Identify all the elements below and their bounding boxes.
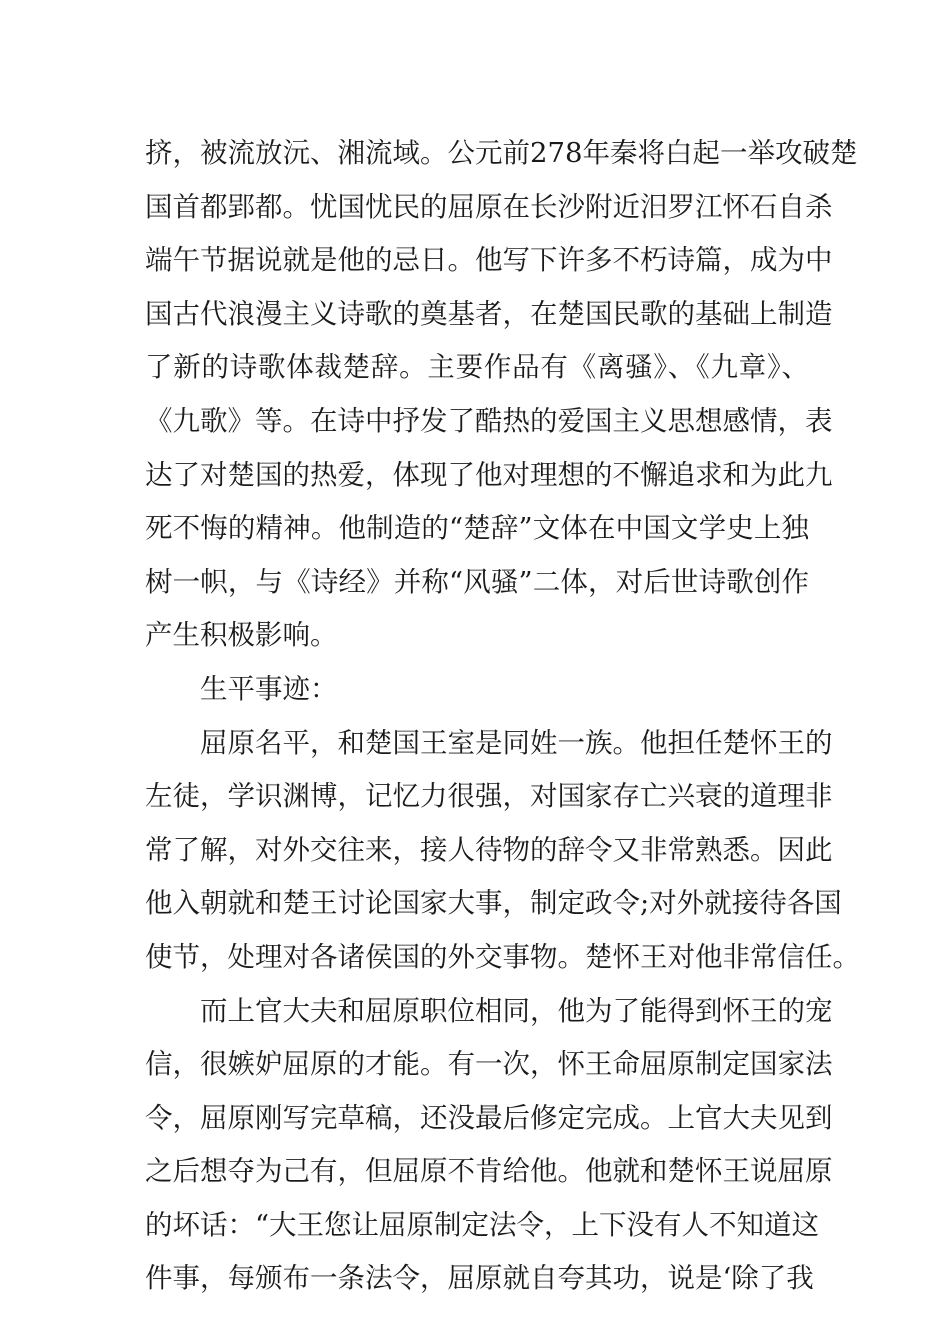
paragraph-shangguan-jealousy (145, 985, 833, 1307)
paragraph-qu-yuan-biography-continued (145, 127, 858, 663)
section-heading-life-events (145, 663, 809, 717)
text-line: 他入朝就和楚王讨论国家大事，制定政令;对外就接待各国 (145, 887, 842, 920)
text-line: 产生积极影响。 (145, 619, 338, 652)
text-line: 达了对楚国的热爱，体现了他对理想的不懈追求和为此九 (145, 458, 833, 491)
text-line: 生平事迹： (200, 672, 338, 705)
text-line: 之后想夺为己有，但屈原不肯给他。他就和楚怀王说屈原 (145, 1155, 833, 1188)
paragraph-qu-yuan-position (145, 717, 860, 985)
text-line: 端午节据说就是他的忌日。他写下许多不朽诗篇，成为中 (145, 244, 833, 277)
text-line: 左徒，学识渊博，记忆力很强，对国家存亡兴衰的道理非 (145, 780, 833, 813)
text-line: 树一帜，与《诗经》并称“风骚”二体，对后世诗歌创作 (145, 565, 809, 598)
text-line: 常了解，对外交往来，接人待物的辞令又非常熟悉。因此 (145, 833, 833, 866)
text-line: 挤，被流放沅、湘流域。公元前278年秦将白起一举攻破楚 (145, 137, 858, 169)
text-line: 死不悔的精神。他制造的“楚辞”文体在中国文学史上独 (145, 512, 809, 545)
text-line: 信，很嫉妒屈原的才能。有一次，怀王命屈原制定国家法 (145, 1048, 833, 1081)
text-line: 件事，每颁布一条法令，屈原就自夸其功，说是‘除了我 (145, 1262, 814, 1295)
text-line: 屈原名平，和楚国王室是同姓一族。他担任楚怀王的 (200, 726, 833, 759)
text-line: 使节，处理对各诸侯国的外交事物。楚怀王对他非常信任。 (145, 940, 860, 973)
text-line: 《九歌》等。在诗中抒发了酷热的爱国主义思想感情，表 (145, 404, 833, 437)
text-line: 令，屈原刚写完草稿，还没最后修定完成。上官大夫见到 (145, 1101, 833, 1134)
text-line: 的坏话：“大王您让屈原制定法令，上下没有人不知道这 (145, 1208, 820, 1241)
text-line: 国首都郢都。忧国忧民的屈原在长沙附近汨罗江怀石自杀 (145, 190, 833, 223)
text-line: 而上官大夫和屈原职位相同，他为了能得到怀王的宠 (200, 994, 833, 1027)
text-line: 了新的诗歌体裁楚辞。主要作品有《离骚》、《九章》、 (145, 351, 809, 384)
text-line: 国古代浪漫主义诗歌的奠基者，在楚国民歌的基础上制造 (145, 297, 833, 330)
document-page (145, 127, 860, 1306)
